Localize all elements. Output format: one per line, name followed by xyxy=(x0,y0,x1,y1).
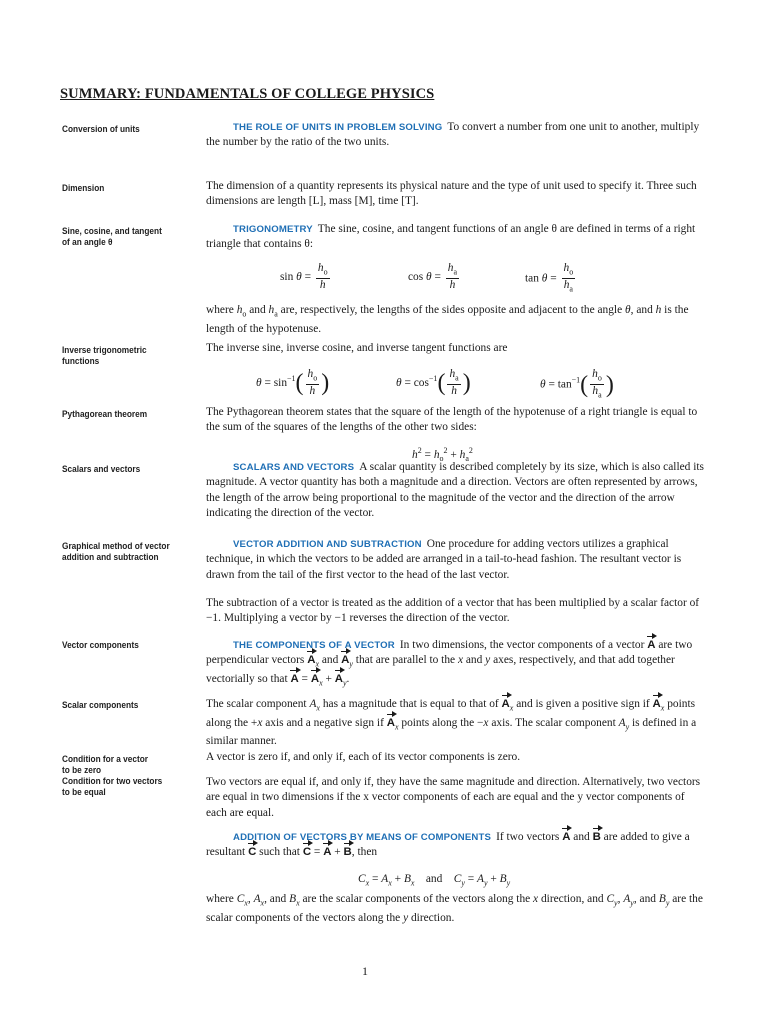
page-number: 1 xyxy=(362,964,368,978)
eq-components: $C_x = A_x + B_x$ and $C_y = A_y + B_y$ xyxy=(358,873,511,888)
sidebar-inverse: Inverse trigonometric functions xyxy=(62,345,147,366)
eq-sin: sin θ = $\frac{h_o}{h}$ xyxy=(280,262,328,292)
para-scalar-comp: The scalar component $A_x$ has a magnitude that is equal to that of $A_x$ and is given a positive sign if $A_x$ points along the +x axis and a negative sign if $A_x$ points along the −x axis. The scalar component $A_y$ is defined in a similar manner. xyxy=(206,698,697,748)
para-units xyxy=(206,120,706,151)
para-comp: THE COMPONENTS OF A VECTOR In two dimensions, the vector components of a vector A are two perpendicular vectors $A_x$ and $A_y$ that are parallel to the x and y axes, respectively, and that add together vectorially so that $A = A_x + A_y$. xyxy=(206,639,693,688)
para-sides: where $h_o$ and $h_a$ are, respectively, the lengths of the sides opposite and adjacent to the angle θ, and h is the length of the hypotenuse. xyxy=(206,304,689,335)
eq-arctan: $\theta = \tan^{-1}$( $\frac{h_o}{h_a}$ ) xyxy=(540,368,614,400)
para-inverse: The inverse sine, inverse cosine, and inverse tangent functions are xyxy=(206,342,508,354)
para-trig xyxy=(206,222,706,253)
sidebar-conditions xyxy=(62,754,186,798)
sidebar-sine-l2: of an angle θ xyxy=(62,237,113,247)
sidebar-scalar-components: Scalar components xyxy=(62,700,139,710)
sidebar-sine-l1: Sine, cosine, and tangent xyxy=(62,226,162,236)
head-comp: THE COMPONENTS OF A VECTOR xyxy=(233,640,395,651)
sidebar-cond1-l2: to be zero xyxy=(62,765,102,775)
para-vadd xyxy=(206,537,706,583)
sidebar-conversion: Conversion of units xyxy=(62,124,140,134)
head-trig: TRIGONOMETRY xyxy=(233,224,313,235)
eq-cos: cos θ = $\frac{h_a}{h}$ xyxy=(408,262,458,292)
sidebar-cond2-l1: Condition for two vectors xyxy=(62,776,163,786)
text-scalars: A scalar quantity is described completely by its size, which is also called its magnitude. A vector quantity has both a magnitude and a direction. Vectors are often represented by arrows, the length of the arrow being proportional to the magnitude of the vector and the direction of the arrow indicating the direction of the vector. xyxy=(206,461,704,519)
sidebar-dimension: Dimension xyxy=(62,183,105,193)
text-vadd: One procedure for adding vectors utilizes a graphical technique, in which the vectors to be added are arranged in a tail-to-head fashion. The resultant vector is drawn from the tail of the first vector to the head of the last vector. xyxy=(206,538,682,581)
head-units: THE ROLE OF UNITS IN PROBLEM SOLVING xyxy=(233,122,443,133)
head-vadd: VECTOR ADDITION AND SUBTRACTION xyxy=(233,539,422,550)
para-equal: Two vectors are equal if, and only if, they have the same magnitude and direction. Alternatively, two vectors are equal in two dimensions if the x vector components of each are equal and the y vector components of each are equal. xyxy=(206,776,701,819)
eq-pythag: $h^2 = h_o^2 + h_a^2$ xyxy=(412,446,473,464)
para-zero: A vector is zero if, and only if, each of its vector components is zero. xyxy=(206,751,521,763)
sidebar-sine xyxy=(62,226,186,248)
sidebar-pythag: Pythagorean theorem xyxy=(62,409,148,419)
eq-tan: tan θ = $\frac{h_o}{h_a}$ xyxy=(525,262,574,294)
para-scalars xyxy=(206,460,706,521)
page-title: SUMMARY: FUNDAMENTALS OF COLLEGE PHYSICS xyxy=(60,86,435,102)
text-trig: The sine, cosine, and tangent functions of an angle θ are defined in terms of a right triangle that contains θ: xyxy=(206,223,696,251)
sidebar-cond1-l1: Condition for a vector xyxy=(62,754,149,764)
sidebar-scalars: Scalars and vectors xyxy=(62,464,141,474)
head-scalars: SCALARS AND VECTORS xyxy=(233,462,355,473)
sidebar-graph-l2: addition and subtraction xyxy=(62,552,159,562)
para-where: where $C_x$, $A_x$, and $B_x$ are the scalar components of the vectors along the x direction, and $C_y$, $A_y$, and $B_y$ are the scalar components of the vectors along the y direction. xyxy=(206,893,703,924)
head-addcomp: ADDITION OF VECTORS BY MEANS OF COMPONENTS xyxy=(233,832,492,843)
text-units: To convert a number from one unit to another, multiply the number by the ratio of the two units. xyxy=(206,121,700,149)
eq-arcsin: $\theta = \sin^{-1}$( $\frac{h_o}{h}$ ) xyxy=(256,368,330,398)
sidebar-graphical xyxy=(62,541,186,563)
sidebar-vector-components: Vector components xyxy=(62,640,139,650)
para-dimension: The dimension of a quantity represents its physical nature and the type of unit used to specify it. Three such dimensions are length [L], mass [M], time [T]. xyxy=(206,180,697,208)
sidebar-graph-l1: Graphical method of vector xyxy=(62,541,170,551)
sidebar-cond2-l2: to be equal xyxy=(62,787,106,797)
para-addcomp: ADDITION OF VECTORS BY MEANS OF COMPONENTS If two vectors A and B are added to give a resultant C such that C = A + B, then xyxy=(206,830,706,861)
para-vsub: The subtraction of a vector is treated as the addition of a vector that has been multiplied by a scalar factor of −1. Multiplying a vector by −1 reverses the direction of the vector. xyxy=(206,597,700,625)
para-pythag: The Pythagorean theorem states that the square of the length of the hypotenuse of a right triangle is equal to the sum of the squares of the lengths of the other two sides: xyxy=(206,406,698,434)
eq-arccos: $\theta = \cos^{-1}$( $\frac{h_a}{h}$ ) xyxy=(396,368,471,398)
